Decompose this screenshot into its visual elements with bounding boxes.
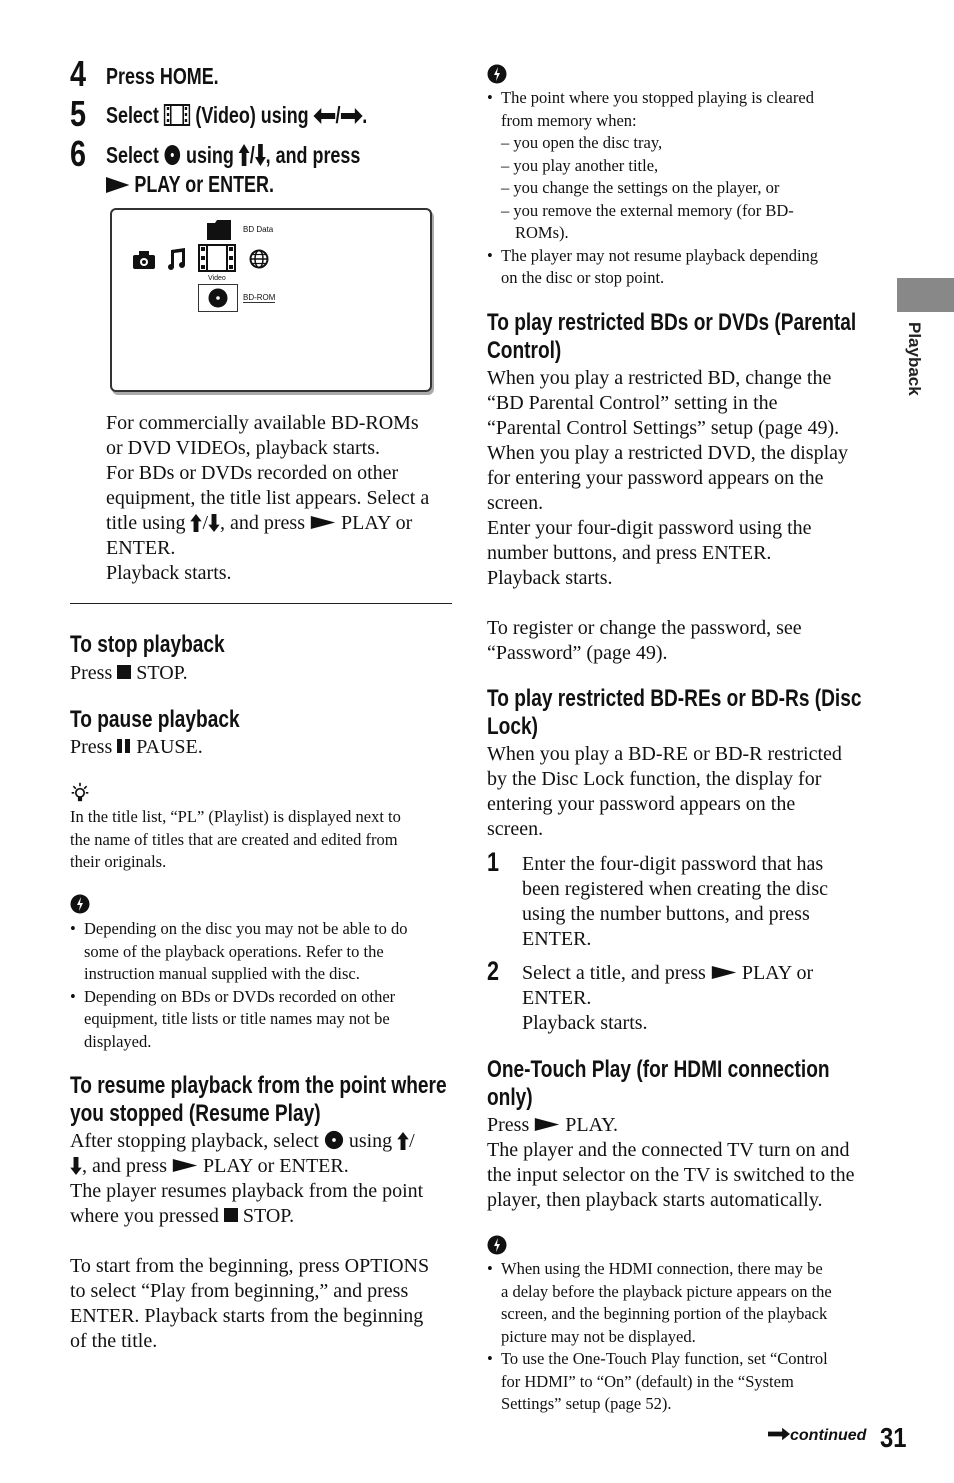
step-number: 5 (70, 93, 87, 134)
page-number: 31 (880, 1422, 907, 1453)
list-item: • The point where you stopped playing is cleared from memory when: (487, 87, 867, 132)
play-icon (711, 966, 737, 979)
list-item: • When using the HDMI connection, there may be a delay before the playback picture appears on the screen, and the beginning portion of the playback picture may not be displayed. (487, 1258, 872, 1348)
parental-text: When you play a restricted BD, change the “BD Parental Control” setting in the “Parental Control Settings” setup (page 49). When you play a restricted DVD, the display for entering your password appears on the screen. Enter your four-digit password using the number buttons, and press ENTER. Playback starts. To register or change the password, see “Password” (page 49). (487, 367, 849, 664)
arrow-down-icon (255, 144, 266, 166)
note-icon (487, 1235, 507, 1255)
resume-text: After stopping playback, select using / , and press PLAY or ENTER. The player resumes playback from the point where you pressed STOP. To start from the beginning, press OPTIONS to select “Play from beginning,” and press ENTER. Playback starts from the beginning of the title. (70, 1130, 430, 1352)
continued-marker: continued (768, 1427, 866, 1445)
section-divider (70, 603, 452, 604)
list-item: • Depending on BDs or DVDs recorded on other equipment, title lists or title names may not be displayed. (70, 986, 452, 1054)
stop-icon (224, 1208, 238, 1222)
disc-icon (164, 144, 181, 166)
arrow-up-icon (239, 144, 250, 166)
step-text: Select using / , and press (106, 142, 361, 168)
step-text: PLAY or ENTER. (106, 170, 274, 198)
play-icon (106, 177, 129, 193)
arrow-down-icon (208, 514, 220, 532)
note-icon (487, 64, 507, 84)
home-menu-screenshot (110, 208, 432, 392)
step-number: 1 (487, 847, 500, 877)
video-icon (164, 104, 191, 126)
arrow-down-icon (70, 1157, 82, 1175)
one-touch-text: Press PLAY. The player and the connected TV turn on and the input selector on the TV is switched to the player, then playback starts automatically. (487, 1114, 855, 1211)
stop-text: Press STOP. (70, 662, 188, 684)
list-item: • To use the One-Touch Play function, set “Control for HDMI” to “On” (default) in the “System Settings” setup (page 52). (487, 1348, 872, 1416)
arrow-right-icon (340, 108, 362, 124)
arrow-up-icon (190, 514, 202, 532)
step-number: 2 (487, 956, 500, 986)
step-text: Press HOME. (106, 63, 219, 89)
bd-rom-label: BD-ROM (243, 293, 276, 302)
list-item: • The player may not resume playback depending on the disc or stop point. (487, 245, 867, 290)
note-icon (70, 894, 90, 914)
play-icon (172, 1159, 198, 1172)
arrow-right-icon (768, 1427, 790, 1441)
disc-lock-step-2: Select a title, and press PLAY or ENTER. Playback starts. (522, 962, 814, 1034)
disc-lock-heading: To play restricted BD-REs or BD-Rs (Disc Lock) (487, 685, 862, 740)
note-2-list: • The point where you stopped playing is cleared from memory when: – you open the disc tray, – you play another title, – you change the settings on the player, or – you remove the external memory (for BD- ROMs). • The player may not resume playback depending on the disc or stop point. (487, 87, 867, 290)
note-1-list (70, 918, 452, 1053)
step-6-description: For commercially available BD-ROMs or DVD VIDEOs, playback starts. For BDs or DVDs recorded on other equipment, the title list appears. Select a title using / , and press PLAY or ENTER. Playback starts. (106, 412, 430, 584)
disc-icon (324, 1130, 344, 1150)
arrow-left-icon (314, 108, 336, 124)
stop-heading: To stop playback (70, 631, 225, 658)
pause-heading: To pause playback (70, 706, 240, 733)
tip-lightbulb-icon (70, 782, 90, 802)
step-text: Select (Video) using / . (106, 102, 368, 128)
video-category-icon (198, 244, 236, 272)
bd-data-label: BD Data (243, 225, 274, 234)
side-tab-marker (897, 278, 954, 312)
list-item: • Depending on the disc you may not be able to do some of the playback operations. Refer to the instruction manual supplied with the disc. (70, 918, 452, 986)
bd-rom-item (198, 284, 238, 312)
photo-icon (133, 251, 155, 269)
stop-icon (117, 665, 131, 679)
music-icon (167, 248, 187, 270)
network-icon (249, 249, 269, 269)
one-touch-heading: One-Touch Play (for HDMI connection only) (487, 1056, 830, 1111)
disc-icon (208, 288, 228, 308)
step-number: 6 (70, 133, 87, 174)
video-label: Video (208, 275, 226, 282)
tip-text: In the title list, “PL” (Playlist) is displayed next to the name of titles that are created and edited from their originals. (70, 807, 401, 871)
note-3-list (487, 1258, 872, 1416)
parental-heading: To play restricted BDs or DVDs (Parental Control) (487, 309, 857, 364)
disc-lock-step-1: Enter the four-digit password that has been registered when creating the disc using the number buttons, and press ENTER. (522, 853, 828, 950)
side-tab-label: Playback (905, 322, 924, 396)
pause-icon (117, 739, 131, 753)
folder-icon (207, 220, 231, 240)
pause-text: Press PAUSE. (70, 736, 203, 758)
play-icon (534, 1118, 560, 1131)
play-icon (310, 516, 336, 529)
arrow-up-icon (397, 1132, 409, 1150)
disc-lock-text: When you play a BD-RE or BD-R restricted by the Disc Lock function, the display for entering your password appears on the screen. (487, 743, 842, 840)
resume-heading: To resume playback from the point where you stopped (Resume Play) (70, 1072, 447, 1127)
step-number: 4 (70, 53, 87, 94)
